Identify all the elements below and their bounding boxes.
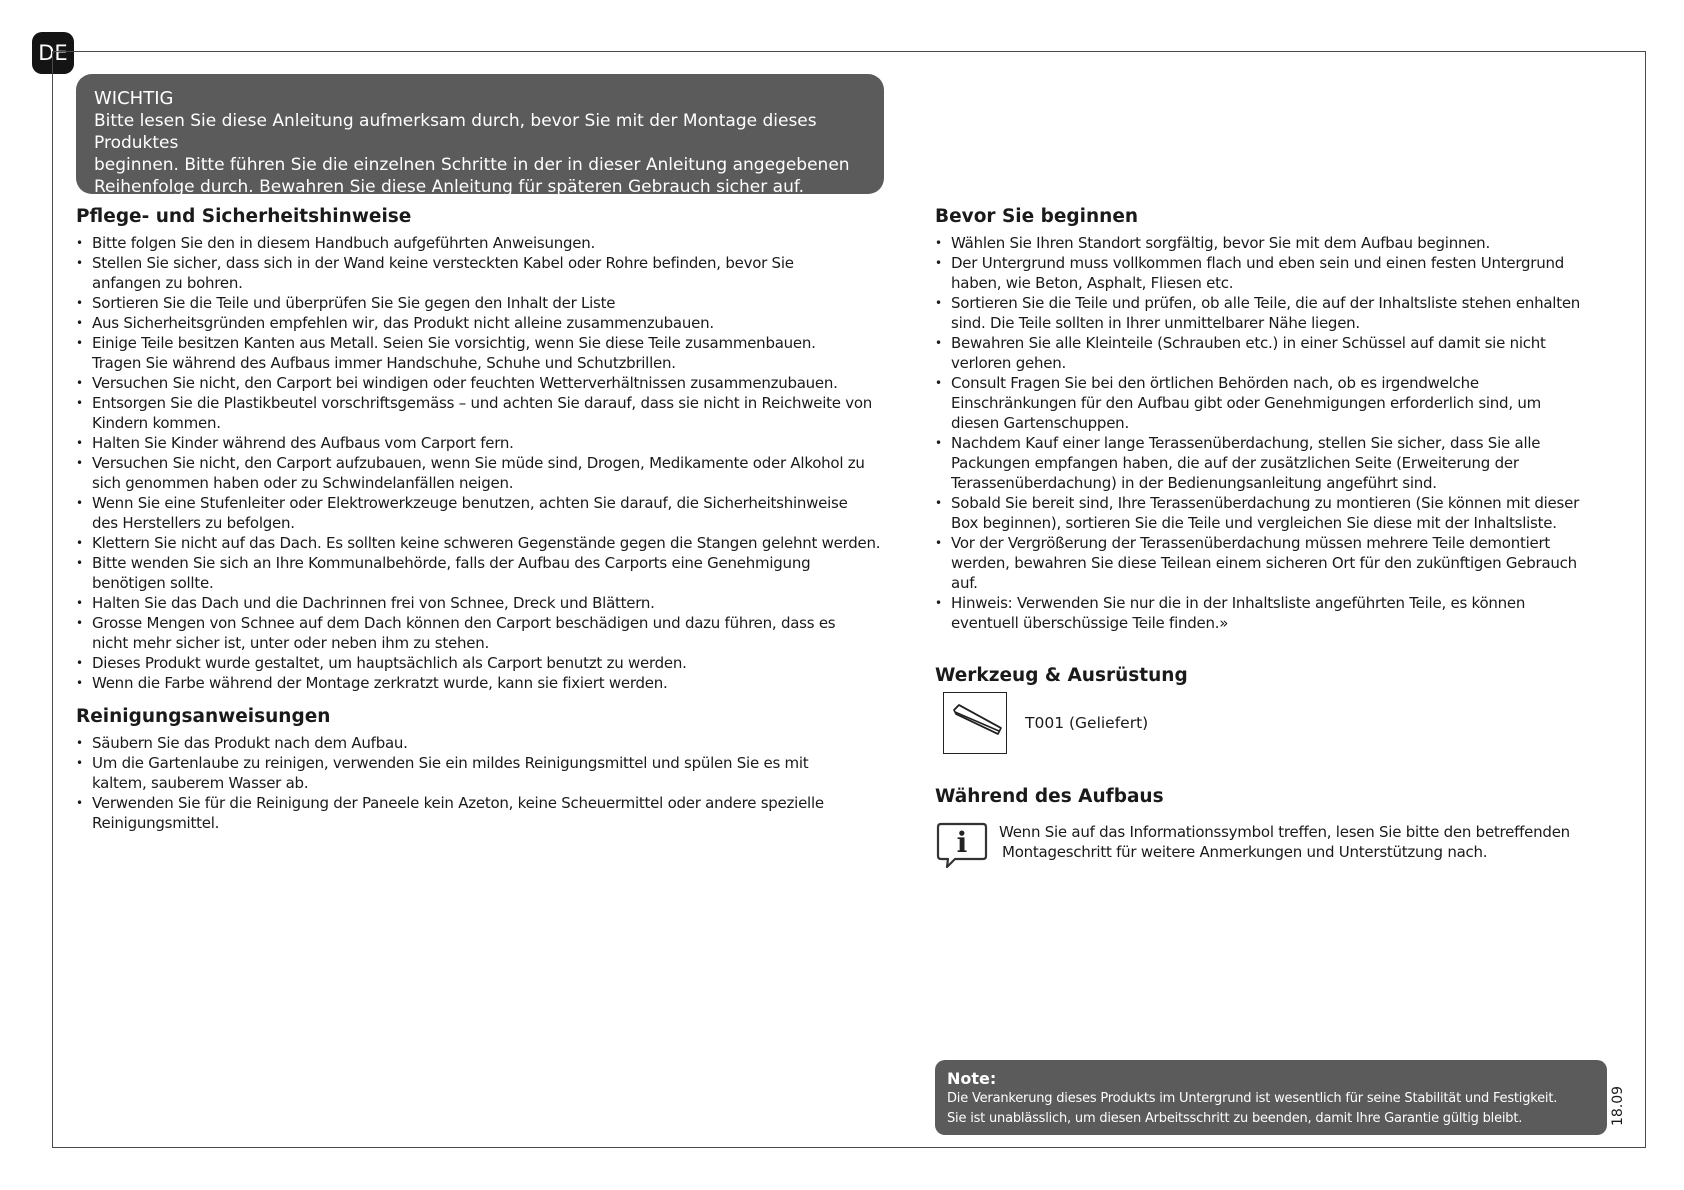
info-text-line: Wenn Sie auf das Informationssymbol treffen, lesen Sie bitte den betreffenden [999,823,1570,841]
care-safety-item-line: des Herstellers zu befolgen. [92,514,295,532]
care-safety-item-line: • Sortieren Sie die Teile und überprüfen Sie Sie gegen den Inhalt der Liste [92,294,616,312]
before-start-item [935,593,1615,633]
before-start-item-line: • Bewahren Sie alle Kleinteile (Schrauben etc.) in einer Schüssel auf damit sie nicht [951,334,1546,352]
before-start-item-line: eventuell überschüssige Teile finden.» [951,614,1229,632]
during-heading: Während des Aufbaus [935,786,1164,807]
before-start-item-line: auf. [951,574,978,592]
care-safety-item-line: • Bitte folgen Sie den in diesem Handbuch aufgeführten Anweisungen. [92,234,596,252]
care-safety-item [76,533,896,553]
care-safety-item-line: • Halten Sie Kinder während des Aufbaus vom Carport fern. [92,434,514,452]
language-badge: DE [32,32,74,74]
left-column [76,204,896,833]
care-safety-item-line: • Dieses Produkt wurde gestaltet, um hauptsächlich als Carport benutzt zu werden. [92,654,687,672]
before-start-item-line: Packungen empfangen haben, die auf der zusätzlichen Seite (Erweiterung der [951,454,1519,472]
care-safety-item-line: sich genommen haben oder zu Schwindelanfällen neigen. [92,474,514,492]
care-safety-item [76,253,896,293]
care-safety-item-line: • Wenn die Farbe während der Montage zerkratzt wurde, kann sie fixiert werden. [92,674,668,692]
cleaning-item [76,733,896,753]
before-start-item-line: Einschränkungen für den Aufbau gibt oder Genehmigungen erforderlich sind, um [951,394,1541,412]
before-start-item-line: sind. Die Teile sollten in Ihrer unmittelbarer Nähe liegen. [951,314,1360,332]
cleaning-item-line: • Verwenden Sie für die Reinigung der Paneele kein Azeton, keine Scheuermittel oder andere spezielle [92,794,824,812]
care-safety-item-line: • Einige Teile besitzen Kanten aus Metall. Seien Sie vorsichtig, wenn Sie diese Teile zusammenbauen. [92,334,816,352]
care-safety-item-line: benötigen sollte. [92,574,214,592]
care-safety-item [76,373,896,393]
care-safety-item-line: • Halten Sie das Dach und die Dachrinnen frei von Schnee, Dreck und Blättern. [92,594,655,612]
before-start-item-line: verloren gehen. [951,354,1066,372]
care-safety-item-line: • Grosse Mengen von Schnee auf dem Dach können den Carport beschädigen und dazu führen, dass es [92,614,836,632]
note-box [935,1060,1607,1135]
care-safety-item [76,293,896,313]
cleaning-heading: Reinigungsanweisungen [76,706,331,727]
cleaning-item-line: kaltem, sauberem Wasser ab. [92,774,309,792]
before-start-item [935,493,1615,533]
before-start-item [935,533,1615,593]
care-safety-item [76,333,896,373]
care-safety-item-line: • Versuchen Sie nicht, den Carport aufzubauen, wenn Sie müde sind, Drogen, Medikamente oder Alkohol zu [92,454,865,472]
care-safety-item-line: • Entsorgen Sie die Plastikbeutel vorschriftsgemäss – und achten Sie darauf, dass sie nicht in Reichweite von [92,394,873,412]
hex-key-icon [943,692,1007,754]
tool-entry [935,692,1615,754]
care-safety-item-line: • Aus Sicherheitsgründen empfehlen wir, das Produkt nicht alleine zusammenzubauen. [92,314,714,332]
important-title: WICHTIG [94,88,174,109]
care-safety-item-line: Tragen Sie während des Aufbaus immer Handschuhe, Schuhe und Schutzbrillen. [92,354,676,372]
tool-label: T001 (Geliefert) [1025,714,1149,732]
important-line: beginnen. Bitte führen Sie die einzelnen Schritte in der in dieser Anleitung angegebenen [94,155,850,175]
care-safety-item-line: • Stellen Sie sicher, dass sich in der Wand keine versteckten Kabel oder Rohre befinden, bevor Sie [92,254,794,272]
before-start-item-line: • Wählen Sie Ihren Standort sorgfältig, bevor Sie mit dem Aufbau beginnen. [951,234,1490,252]
care-safety-item [76,313,896,333]
care-safety-item [76,453,896,493]
care-safety-item-line: • Versuchen Sie nicht, den Carport bei windigen oder feuchten Wetterverhältnissen zusammenzubauen. [92,374,838,392]
care-safety-item-line: anfangen zu bohren. [92,274,243,292]
note-line: Sie ist unablässlich, um diesen Arbeitsschritt zu beenden, damit Ihre Garantie gültig bleibt. [947,1111,1523,1126]
before-start-item-line: • Sobald Sie bereit sind, Ihre Terassenüberdachung zu montieren (Sie können mit dieser [951,494,1579,512]
before-start-item-line: Box beginnen), sortieren Sie die Teile und vergleichen Sie diese mit der Inhaltsliste. [951,514,1557,532]
cleaning-list [76,733,896,833]
before-start-item [935,373,1615,433]
right-column [935,204,1615,874]
cleaning-item-line: Reinigungsmittel. [92,814,220,832]
before-start-item-line: haben, wie Beton, Asphalt, Fliesen etc. [951,274,1234,292]
care-safety-item [76,613,896,653]
cleaning-item-line: • Um die Gartenlaube zu reinigen, verwenden Sie ein mildes Reinigungsmittel und spülen Sie es mit [92,754,809,772]
before-start-heading: Bevor Sie beginnen [935,206,1139,227]
info-entry [935,820,1615,874]
tools-heading: Werkzeug & Ausrüstung [935,665,1188,686]
cleaning-item [76,753,896,793]
care-safety-item-line: • Klettern Sie nicht auf das Dach. Es sollten keine schweren Gegenstände gegen die Stangen gelehnt werden. [92,534,881,552]
cleaning-item-line: • Säubern Sie das Produkt nach dem Aufbau. [92,734,408,752]
care-safety-list [76,233,896,693]
note-line: Die Verankerung dieses Produkts im Untergrund ist wesentlich für seine Stabilität und Festigkeit. [947,1091,1558,1106]
care-safety-item-line: nicht mehr sicher ist, unter oder neben ihm zu stehen. [92,634,489,652]
version-number: 18.09 [1610,1085,1626,1126]
info-speech-bubble-icon [935,820,989,874]
important-line: Reihenfolge durch. Bewahren Sie diese Anleitung für späteren Gebrauch sicher auf. [94,177,804,197]
before-start-list [935,233,1615,633]
care-safety-item [76,493,896,533]
before-start-item-line: • Sortieren Sie die Teile und prüfen, ob alle Teile, die auf der Inhaltsliste stehen enhalten [951,294,1581,312]
care-safety-item [76,433,896,453]
before-start-item-line: • Vor der Vergrößerung der Terassenüberdachung müssen mehrere Teile demontiert [951,534,1551,552]
before-start-item [935,233,1615,253]
svg-text:i: i [956,826,968,859]
care-safety-item [76,673,896,693]
care-safety-item [76,233,896,253]
before-start-item [935,253,1615,293]
important-notice [76,74,884,197]
before-start-item-line: werden, bewahren Sie diese Teilean einem sicheren Ort für den zukünftigen Gebrauch [951,554,1577,572]
note-title: Note: [947,1069,997,1088]
before-start-item [935,433,1615,493]
care-safety-item [76,593,896,613]
before-start-item [935,333,1615,373]
before-start-item-line: diesen Gartenschuppen. [951,414,1129,432]
care-safety-item [76,393,896,433]
care-safety-heading: Pflege- und Sicherheitshinweise [76,206,412,227]
before-start-item-line: • Nachdem Kauf einer lange Terassenüberdachung, stellen Sie sicher, dass Sie alle [951,434,1541,452]
info-text-line: Montageschritt für weitere Anmerkungen und Unterstützung nach. [1002,843,1488,861]
care-safety-item [76,553,896,593]
info-text [999,822,1570,862]
care-safety-item-line: • Bitte wenden Sie sich an Ihre Kommunalbehörde, falls der Aufbau des Carports eine Genehmigung [92,554,811,572]
before-start-item-line: • Consult Fragen Sie bei den örtlichen Behörden nach, ob es irgendwelche [951,374,1479,392]
before-start-item-line: • Der Untergrund muss vollkommen flach und eben sein und einen festen Untergrund [951,254,1565,272]
before-start-item-line: • Hinweis: Verwenden Sie nur die in der Inhaltsliste angeführten Teile, es können [951,594,1526,612]
before-start-item-line: Terassenüberdachung) in der Bedienungsanleitung angeführt sind. [951,474,1437,492]
cleaning-item [76,793,896,833]
care-safety-item-line: • Wenn Sie eine Stufenleiter oder Elektrowerkzeuge benutzen, achten Sie darauf, die Sicherheitshinweise [92,494,848,512]
important-line: Bitte lesen Sie diese Anleitung aufmerksam durch, bevor Sie mit der Montage dieses Produktes [94,111,817,153]
before-start-item [935,293,1615,333]
care-safety-item [76,653,896,673]
care-safety-item-line: Kindern kommen. [92,414,221,432]
